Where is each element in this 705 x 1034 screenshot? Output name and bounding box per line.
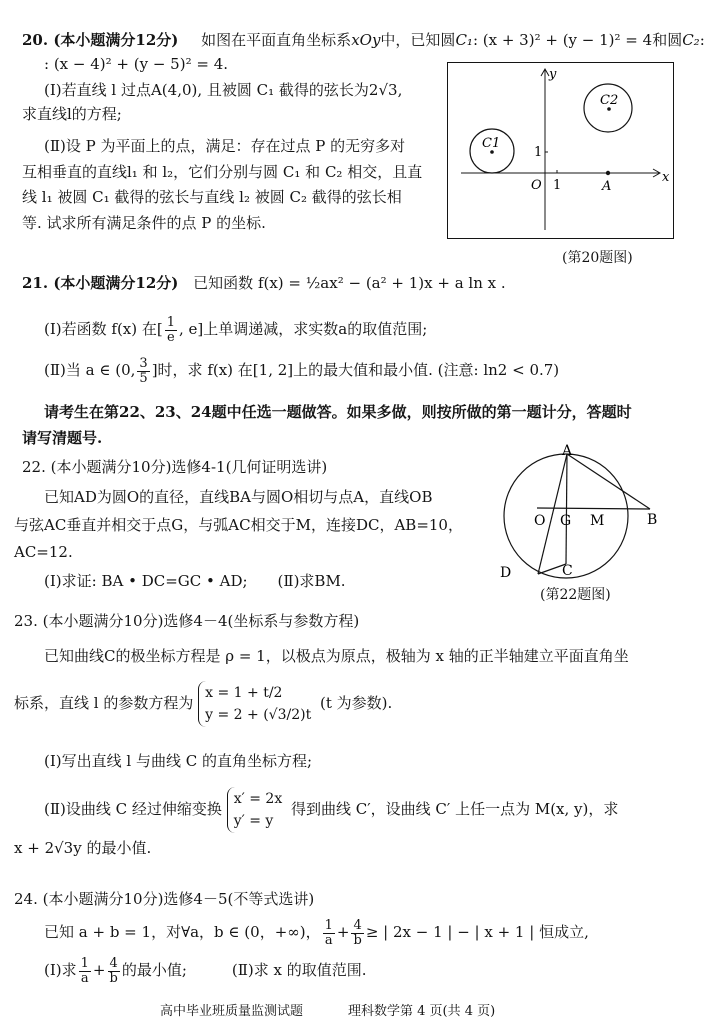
q20-part2-line3: 线 l₁ 被圆 C₁ 截得的弦长与直线 l₂ 被圆 C₂ 截得的弦长相 bbox=[22, 188, 402, 206]
q22-label-c: C bbox=[562, 563, 573, 579]
q21-part2-num: 3 bbox=[139, 355, 148, 371]
q22-label-g: G bbox=[560, 513, 572, 529]
q24-line1-b: ≥ | 2x − 1 | − | x + 1 | 恒成立, bbox=[365, 923, 589, 941]
q23-header: 23. (本小题满分10分)选修4－4(坐标系与参数方程) bbox=[14, 612, 360, 630]
q20-label-x: x bbox=[662, 170, 670, 185]
q20-figure-caption: (第20题图) bbox=[562, 250, 633, 266]
q20-and: 和圆 bbox=[652, 31, 683, 49]
q24-line1-frac1-num: 1 bbox=[324, 917, 333, 933]
q21-part2-a: (Ⅱ)当 a ∈ (0, bbox=[44, 361, 136, 379]
q20-header: 20. (本小题满分12分) bbox=[22, 31, 179, 49]
q23-line2-b: (t 为参数). bbox=[320, 694, 393, 712]
q22-header: 22. (本小题满分10分)选修4-1(几何证明选讲) bbox=[22, 458, 328, 476]
q20-part1-line2: 求直线l的方程; bbox=[22, 105, 122, 123]
q23-transform-x: x′ = 2x bbox=[233, 791, 283, 807]
q22-label-d: D bbox=[500, 565, 512, 581]
q21-stem-line bbox=[22, 273, 506, 293]
q20-stem-b: 中，已知圆 bbox=[380, 31, 456, 49]
q21-part1 bbox=[44, 312, 427, 346]
q23-line4-a: (Ⅱ)设曲线 C 经过伸缩变换 bbox=[44, 800, 222, 818]
q24-line2-frac2 bbox=[108, 957, 120, 986]
notice-line2: 请写清题号. bbox=[22, 429, 103, 447]
q20-part2-line2: 互相垂直的直线l₁ 和 l₂，它们分别与圆 C₁ 和 C₂ 相交，且直 bbox=[22, 163, 423, 181]
q21-stem: 已知函数 f(x) = ½ax² − (a² + 1)x + a ln x . bbox=[193, 274, 506, 292]
q24-header: 24. (本小题满分10分)选修4－5(不等式选讲) bbox=[14, 890, 315, 908]
q21-part1-fraction bbox=[165, 316, 177, 345]
q24-line2: (Ⅰ)求 $\frac{1}{a}$ + $\frac{4}{b}$ 的最小值; (Ⅱ)求 x 的取值范围. bbox=[44, 955, 367, 986]
q24-line1-frac2 bbox=[351, 919, 363, 948]
q22-figure-caption: (第22题图) bbox=[540, 587, 611, 603]
q24-line1-frac2-den: b bbox=[353, 932, 362, 948]
q20-point-a bbox=[606, 171, 610, 175]
q20-colon: : bbox=[699, 31, 705, 49]
q22-tangent-ab bbox=[567, 454, 650, 509]
q22-line4: (Ⅰ)求证: BA • DC=GC • AD; (Ⅱ)求BM. bbox=[44, 572, 346, 590]
q20-c1-name: C₁ bbox=[455, 31, 473, 49]
q23-line4-b: 得到曲线 C′，设曲线 C′ 上任一点为 M(x, y)，求 bbox=[291, 800, 619, 818]
q23-line4 bbox=[44, 784, 618, 834]
q23-transform-system bbox=[227, 787, 287, 833]
q20-stem-line bbox=[22, 30, 705, 50]
q20-c2-name: C₂ bbox=[682, 31, 700, 49]
footer-left: 高中毕业班质量监测试题 bbox=[160, 1004, 304, 1019]
q22-line2: 与弦AC垂直并相交于点G，与弧AC相交于M，连接DC，AB=10， bbox=[14, 516, 463, 534]
q23-param-x: x = 1 + t/2 bbox=[205, 685, 283, 701]
q20-label-c1: C1 bbox=[482, 136, 501, 151]
q23-line3: (Ⅰ)写出直线 l 与曲线 C 的直角坐标方程; bbox=[44, 752, 313, 770]
q22-figure bbox=[472, 440, 668, 582]
q20-c1-equation: : (x + 3)² + (y − 1)² = 4 bbox=[472, 31, 653, 49]
q24-line2-frac2-num: 4 bbox=[108, 957, 120, 972]
q24-line2-frac2-den: b bbox=[109, 970, 118, 986]
q24-line2-frac1-num: 1 bbox=[80, 955, 89, 971]
q21-part2-fraction bbox=[137, 357, 149, 386]
q22-label-o: O bbox=[534, 513, 546, 529]
q20-part2-line1: (Ⅱ)设 P 为平面上的点，满足：存在过点 P 的无穷多对 bbox=[44, 137, 406, 155]
footer-right: 理科数学第 4 页(共 4 页) bbox=[348, 1004, 496, 1019]
q23-line2-a: 标系，直线 l 的参数方程为 bbox=[14, 694, 194, 712]
q21-header: 21. (本小题满分12分) bbox=[22, 274, 179, 292]
q20-figure bbox=[447, 62, 675, 240]
q23-param-system bbox=[198, 681, 315, 727]
q22-line3: AC=12. bbox=[14, 543, 73, 561]
q20-label-one-x: 1 bbox=[553, 178, 562, 193]
q22-chord-ac bbox=[566, 454, 567, 564]
q24-line1-frac1 bbox=[323, 919, 335, 948]
q20-label-y: y bbox=[549, 67, 557, 82]
q21-part1-den: e bbox=[167, 329, 175, 345]
q20-label-one-y: 1 bbox=[534, 145, 543, 160]
q23-line5: x + 2√3y 的最小值. bbox=[14, 839, 152, 857]
q24-line1-frac2-num: 4 bbox=[351, 919, 363, 934]
q20-label-origin: O bbox=[531, 178, 542, 193]
q24-line1: 已知 a + b = 1，对∀a，b ∈ (0，+∞)， $\frac{1}{a}$ + $\frac{4}{b}$ ≥ | 2x − 1 | − | x + 1 | 恒成立, bbox=[44, 917, 589, 948]
q21-part1-b: , e]上单调递减，求实数a的取值范围; bbox=[179, 320, 428, 338]
q24-line2-frac1-den: a bbox=[80, 970, 89, 986]
q20-label-c2: C2 bbox=[600, 93, 619, 108]
q24-line2-b: 的最小值; (Ⅱ)求 x 的取值范围. bbox=[121, 961, 367, 979]
q21-part1-num: 1 bbox=[166, 314, 176, 330]
q21-part1-a: (Ⅰ)若函数 f(x) 在[ bbox=[44, 320, 163, 338]
q21-part2-den: 5 bbox=[139, 370, 148, 386]
q22-label-m: M bbox=[590, 513, 605, 529]
q23-transform-y: y′ = y bbox=[233, 813, 274, 829]
q22-line1: 已知AD为圆O的直径，直线BA与圆O相切与点A，直线OB bbox=[44, 488, 433, 506]
q20-part1-line1: (Ⅰ)若直线 l 过点A(4,0), 且被圆 C₁ 截得的弦长为2√3, bbox=[44, 81, 403, 99]
q24-line1-frac1-den: a bbox=[324, 932, 333, 948]
q23-line1: 已知曲线C的极坐标方程是 ρ = 1，以极点为原点，极轴为 x 轴的正半轴建立平面直角坐 bbox=[44, 647, 629, 665]
q21-part2 bbox=[44, 352, 559, 388]
notice-line1: 请考生在第22、23、24题中任选一题做答。如果多做，则按所做的第一题计分，答题时 bbox=[44, 403, 632, 421]
q24-line2-frac1 bbox=[79, 957, 91, 986]
q24-line1-a: 已知 a + b = 1，对∀a，b ∈ (0，+∞)， bbox=[44, 923, 321, 941]
q23-line2 bbox=[14, 675, 392, 731]
q23-param-y: y = 2 + (√3/2)t bbox=[205, 707, 312, 723]
q20-coord-sys: xOy bbox=[351, 31, 381, 49]
q24-line2-a: (Ⅰ)求 bbox=[44, 961, 77, 979]
q21-part2-b: ]时，求 f(x) 在[1, 2]上的最大值和最小值. (注意: ln2 < 0.7) bbox=[151, 361, 560, 379]
q20-label-a: A bbox=[602, 179, 612, 194]
q20-stem-a: 如图在平面直角坐标系 bbox=[201, 31, 352, 49]
q20-part2-line4: 等. 试求所有满足条件的点 P 的坐标. bbox=[22, 214, 266, 232]
q22-label-b: B bbox=[647, 512, 658, 528]
q20-c2-equation: : (x − 4)² + (y − 5)² = 4. bbox=[44, 55, 229, 73]
q22-label-a: A bbox=[562, 443, 573, 459]
